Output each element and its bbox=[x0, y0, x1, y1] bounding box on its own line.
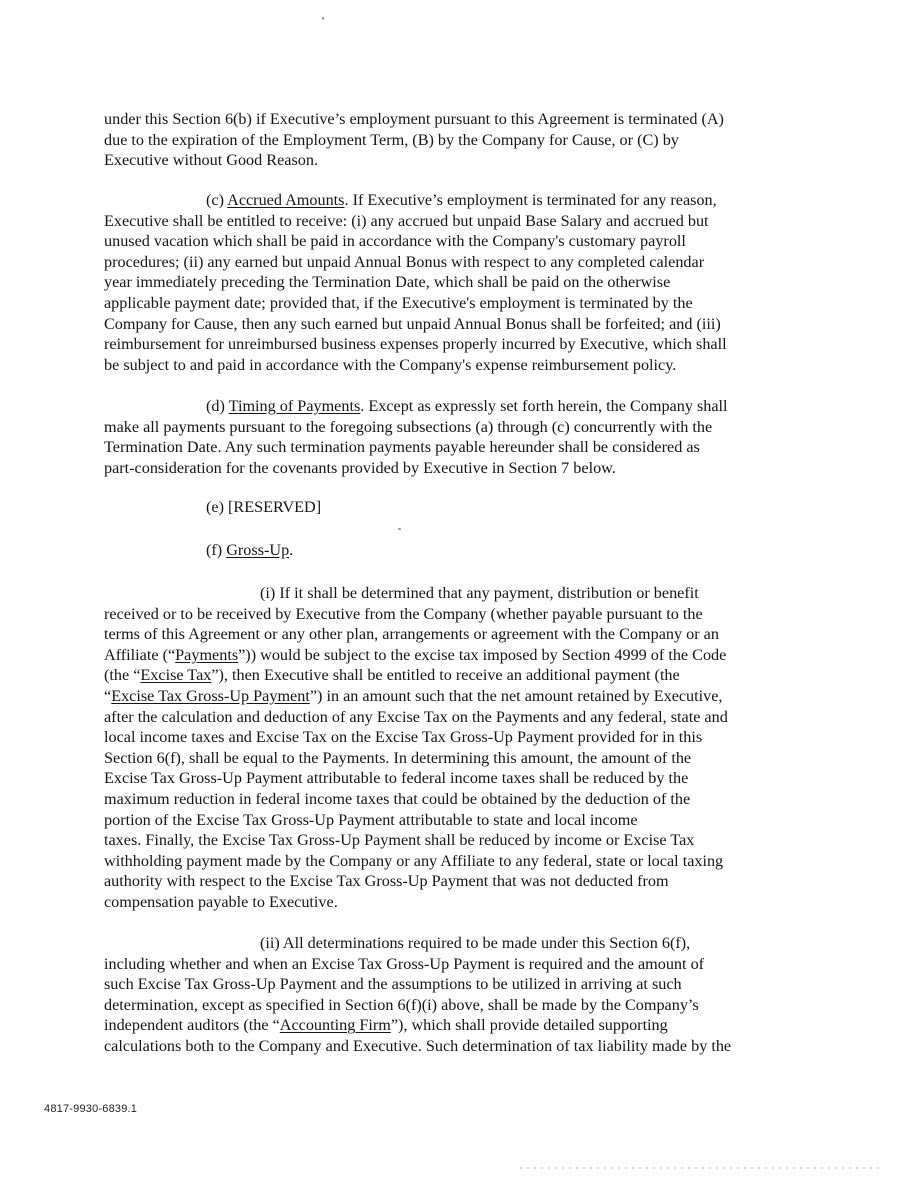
text-line: received or to be received by Executive from the Company (whether payable pursuant to the bbox=[104, 604, 703, 623]
paragraph-gross-up-i bbox=[104, 583, 804, 913]
text-line: Excise Tax Gross-Up Payment attributable to federal income taxes shall be reduced by the bbox=[104, 769, 689, 788]
text-line: unused vacation which shall be paid in accordance with the Company's customary payroll bbox=[104, 232, 686, 251]
text-line: Executive shall be entitled to receive: (i) any accrued but unpaid Base Salary and accrued but bbox=[104, 211, 709, 230]
text-line: local income taxes and Excise Tax on the Excise Tax Gross-Up Payment provided for in this bbox=[104, 728, 703, 747]
defined-term-excise-tax: Excise Tax bbox=[140, 666, 212, 685]
document-id-footer: 4817-9930-6839.1 bbox=[44, 1103, 138, 1115]
subsection-reserved: (e) [RESERVED] bbox=[206, 498, 322, 516]
paragraph-accrued-amounts bbox=[104, 190, 804, 375]
text-line-first bbox=[104, 396, 804, 417]
text-line: make all payments pursuant to the foregoing subsections (a) through (c) concurrently with the bbox=[104, 417, 713, 436]
subsection-gross-up-heading bbox=[206, 540, 293, 561]
text-line: be subject to and paid in accordance with the Company's expense reimbursement policy. bbox=[104, 355, 677, 374]
text-line: portion of the Excise Tax Gross-Up Payment attributable to state and local income bbox=[104, 810, 638, 829]
text-line: after the calculation and deduction of any Excise Tax on the Payments and any federal, state and bbox=[104, 707, 728, 726]
text-span: independent auditors (the “ bbox=[104, 1016, 280, 1035]
paragraph-timing-of-payments bbox=[104, 396, 804, 478]
text-line: taxes. Finally, the Excise Tax Gross-Up Payment shall be reduced by income or Excise Tax bbox=[104, 831, 695, 850]
text-span: “ bbox=[104, 686, 112, 705]
text-line: Section 6(f), shall be equal to the Payments. In determining this amount, the amount of the bbox=[104, 748, 692, 767]
text-line-first: (ii) All determinations required to be made under this Section 6(f), bbox=[260, 934, 691, 952]
subsection-label: (f) bbox=[206, 541, 227, 559]
scan-artifact-mid bbox=[398, 528, 401, 530]
text-line: maximum reduction in federal income taxes that could be obtained by the deduction of the bbox=[104, 789, 691, 808]
text-span: ”) in an amount such that the net amount retained by Executive, bbox=[309, 686, 723, 705]
subsection-label: (d) bbox=[206, 397, 229, 415]
defined-term-payments: Payments bbox=[175, 645, 239, 664]
text-line: due to the expiration of the Employment Term, (B) by the Company for Cause, or (C) by bbox=[104, 130, 679, 149]
subsection-title: Accrued Amounts bbox=[227, 191, 345, 209]
text-line: withholding payment made by the Company or any Affiliate to any federal, state or local taxing bbox=[104, 851, 724, 870]
text-line: compensation payable to Executive. bbox=[104, 892, 338, 911]
subsection-title: Gross-Up bbox=[226, 541, 290, 559]
subsection-title: Timing of Payments bbox=[228, 397, 361, 415]
defined-term-gross-up-payment: Excise Tax Gross-Up Payment bbox=[111, 686, 310, 705]
text-line: year immediately preceding the Termination Date, which shall be paid on the otherwise bbox=[104, 273, 671, 292]
text-line: Company for Cause, then any such earned but unpaid Annual Bonus shall be forfeited; and (iii) bbox=[104, 314, 721, 333]
text-line-first bbox=[104, 190, 804, 211]
text-line-first: (i) If it shall be determined that any payment, distribution or benefit bbox=[260, 584, 699, 602]
scan-artifact-bottom bbox=[520, 1167, 880, 1169]
text-span: ”), which shall provide detailed supporting bbox=[390, 1016, 668, 1035]
text-line: under this Section 6(b) if Executive’s employment pursuant to this Agreement is terminated (A) bbox=[104, 110, 724, 128]
text-span: . bbox=[289, 541, 294, 559]
text-span: (the “ bbox=[104, 666, 141, 685]
text-line bbox=[104, 686, 804, 707]
text-line: Executive without Good Reason. bbox=[104, 151, 318, 170]
text-line: such Excise Tax Gross-Up Payment and the assumptions to be utilized in arriving at such bbox=[104, 975, 682, 994]
scan-artifact-top bbox=[322, 17, 324, 20]
text-line: calculations both to the Company and Executive. Such determination of tax liability made by the bbox=[104, 1036, 732, 1055]
text-line: including whether and when an Excise Tax Gross-Up Payment is required and the amount of bbox=[104, 954, 705, 973]
text-line: authority with respect to the Excise Tax Gross-Up Payment that was not deducted from bbox=[104, 872, 669, 891]
defined-term-accounting-firm: Accounting Firm bbox=[279, 1016, 391, 1035]
text-span: . Except as expressly set forth herein, the Company shall bbox=[360, 397, 728, 415]
text-line: procedures; (ii) any earned but unpaid Annual Bonus with respect to any completed calendar bbox=[104, 252, 705, 271]
text-line bbox=[104, 1015, 804, 1036]
text-line bbox=[104, 645, 804, 666]
text-span: . If Executive’s employment is terminated for any reason, bbox=[344, 191, 717, 209]
text-span: ”), then Executive shall be entitled to receive an additional payment (the bbox=[211, 666, 680, 685]
text-line bbox=[104, 665, 804, 686]
text-line: terms of this Agreement or any other plan, arrangements or agreement with the Company or an bbox=[104, 625, 719, 644]
text-span: Affiliate (“ bbox=[104, 645, 176, 664]
text-line: Termination Date. Any such termination payments payable hereunder shall be considered as bbox=[104, 438, 700, 457]
text-line: applicable payment date; provided that, if the Executive's employment is terminated by the bbox=[104, 293, 693, 312]
text-line: reimbursement for unreimbursed business expenses properly incurred by Executive, which shall bbox=[104, 335, 727, 354]
paragraph-section-6b-continuation bbox=[104, 109, 804, 171]
paragraph-gross-up-ii bbox=[104, 933, 804, 1057]
text-line: determination, except as specified in Section 6(f)(i) above, shall be made by the Company’s bbox=[104, 995, 699, 1014]
subsection-label: (c) bbox=[206, 191, 228, 209]
text-span: ”)) would be subject to the excise tax imposed by Section 4999 of the Code bbox=[238, 645, 727, 664]
text-line: part-consideration for the covenants provided by Executive in Section 7 below. bbox=[104, 458, 616, 477]
